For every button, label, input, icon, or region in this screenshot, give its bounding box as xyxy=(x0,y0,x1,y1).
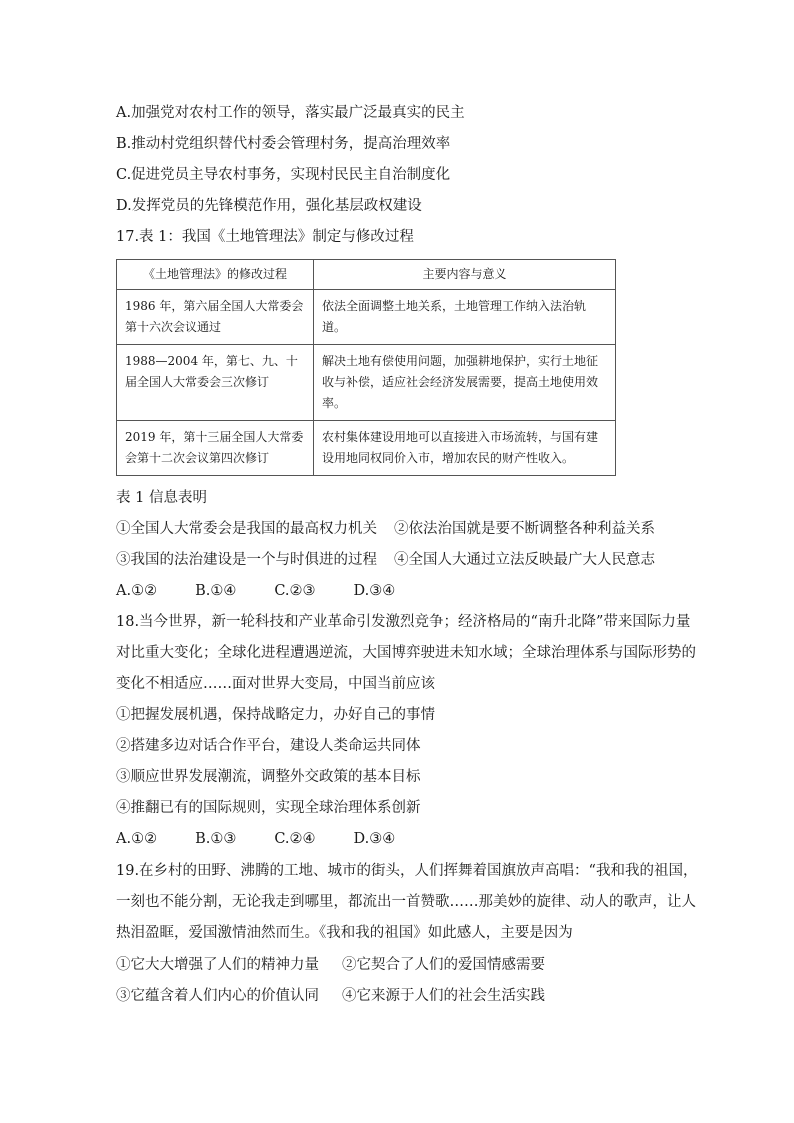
q17-stem: 表 1 信息表明 xyxy=(116,490,207,506)
q16-option-b: B.推动村党组织替代村委会管理村务，提高治理效率 xyxy=(116,136,451,152)
table-cell: 农村集体建设用地可以直接进入市场流转，与国有建设用地同权同价入市，增加农民的财产性收入。 xyxy=(314,421,616,476)
table-row xyxy=(117,345,616,421)
choice-b: B.①③ xyxy=(195,831,237,847)
q18-item: ①把握发展机遇，保持战略定力，办好自己的事情 xyxy=(116,707,435,723)
q16-option-a: A.加强党对农村工作的领导，落实最广泛最真实的民主 xyxy=(116,105,465,121)
q16-option-d: D.发挥党员的先锋模范作用，强化基层政权建设 xyxy=(116,198,422,214)
q19-item: ②它契合了人们的爱国情感需要 xyxy=(342,957,545,973)
q18-item: ②搭建多边对话合作平台，建设人类命运共同体 xyxy=(116,738,421,754)
q17-items-row-2 xyxy=(116,550,655,570)
table-cell: 1986 年，第六届全国人大常委会第十六次会议通过 xyxy=(117,290,314,345)
q19-stem-line: 热泪盈眶，爱国激情油然而生。《我和我的祖国》如此感人，主要是因为 xyxy=(116,925,573,941)
table-cell: 2019 年，第十三届全国人大常委会第十二次会议第四次修订 xyxy=(117,421,314,476)
choice-a: A.①② xyxy=(116,583,158,599)
q18-item: ③顺应世界发展潮流，调整外交政策的基本目标 xyxy=(116,769,421,785)
q19-item: ①它大大增强了人们的精神力量 xyxy=(116,957,319,973)
q19-item: ④它来源于人们的社会生活实践 xyxy=(342,988,545,1004)
table-cell: 1988—2004 年，第七、九、十届全国人大常委会三次修订 xyxy=(117,345,314,421)
q16-option-c: C.促进党员主导农村事务，实现村民民主自治制度化 xyxy=(116,167,451,183)
q18-stem-line: 变化不相适应……面对世界大变局，中国当前应该 xyxy=(116,676,435,692)
table-cell: 解决土地有偿使用问题，加强耕地保护，实行土地征收与补偿，适应社会经济发展需要，提高土地使用效率。 xyxy=(314,345,616,421)
land-law-table xyxy=(116,259,616,476)
q17-item: ③我国的法治建设是一个与时俱进的过程 xyxy=(116,552,377,568)
q17-item: ④全国人大通过立法反映最广大人民意志 xyxy=(394,552,655,568)
q17-title: 17.表 1：我国《土地管理法》制定与修改过程 xyxy=(116,229,414,245)
q17-choices xyxy=(116,581,433,601)
table-row xyxy=(117,421,616,476)
choice-d: D.③④ xyxy=(353,831,396,847)
table-row xyxy=(117,290,616,345)
table-header-row xyxy=(117,260,616,290)
q18-stem-line: 对比重大变化；全球化进程遭遇逆流，大国博弈驶进未知水域；全球治理体系与国际形势的 xyxy=(116,645,696,661)
table-header-cell: 主要内容与意义 xyxy=(314,260,616,290)
q17-items-row-1 xyxy=(116,519,655,539)
q18-stem-line: 18.当今世界，新一轮科技和产业革命引发激烈竞争；经济格局的“南升北降”带来国际力量 xyxy=(116,614,691,630)
q19-items-row-2 xyxy=(116,986,545,1006)
q17-item: ②依法治国就是要不断调整各种利益关系 xyxy=(394,521,655,537)
q19-items-row-1 xyxy=(116,955,545,975)
table-cell: 依法全面调整土地关系，土地管理工作纳入法治轨道。 xyxy=(314,290,616,345)
q17-item: ①全国人大常委会是我国的最高权力机关 xyxy=(116,521,377,537)
q19-item: ③它蕴含着人们内心的价值认同 xyxy=(116,988,319,1004)
q19-stem-line: 19.在乡村的田野、沸腾的工地、城市的街头，人们挥舞着国旗放声高唱：“我和我的祖国， xyxy=(116,863,698,879)
choice-c: C.②③ xyxy=(274,583,316,599)
q18-item: ④推翻已有的国际规则，实现全球治理体系创新 xyxy=(116,800,421,816)
choice-a: A.①② xyxy=(116,831,158,847)
table-header-cell: 《土地管理法》的修改过程 xyxy=(117,260,314,290)
choice-c: C.②④ xyxy=(274,831,316,847)
choice-d: D.③④ xyxy=(353,583,396,599)
q18-choices xyxy=(116,829,433,849)
choice-b: B.①④ xyxy=(195,583,237,599)
q19-stem-line: 一刻也不能分割，无论我走到哪里，都流出一首赞歌……那美妙的旋律、动人的歌声，让人 xyxy=(116,894,696,910)
